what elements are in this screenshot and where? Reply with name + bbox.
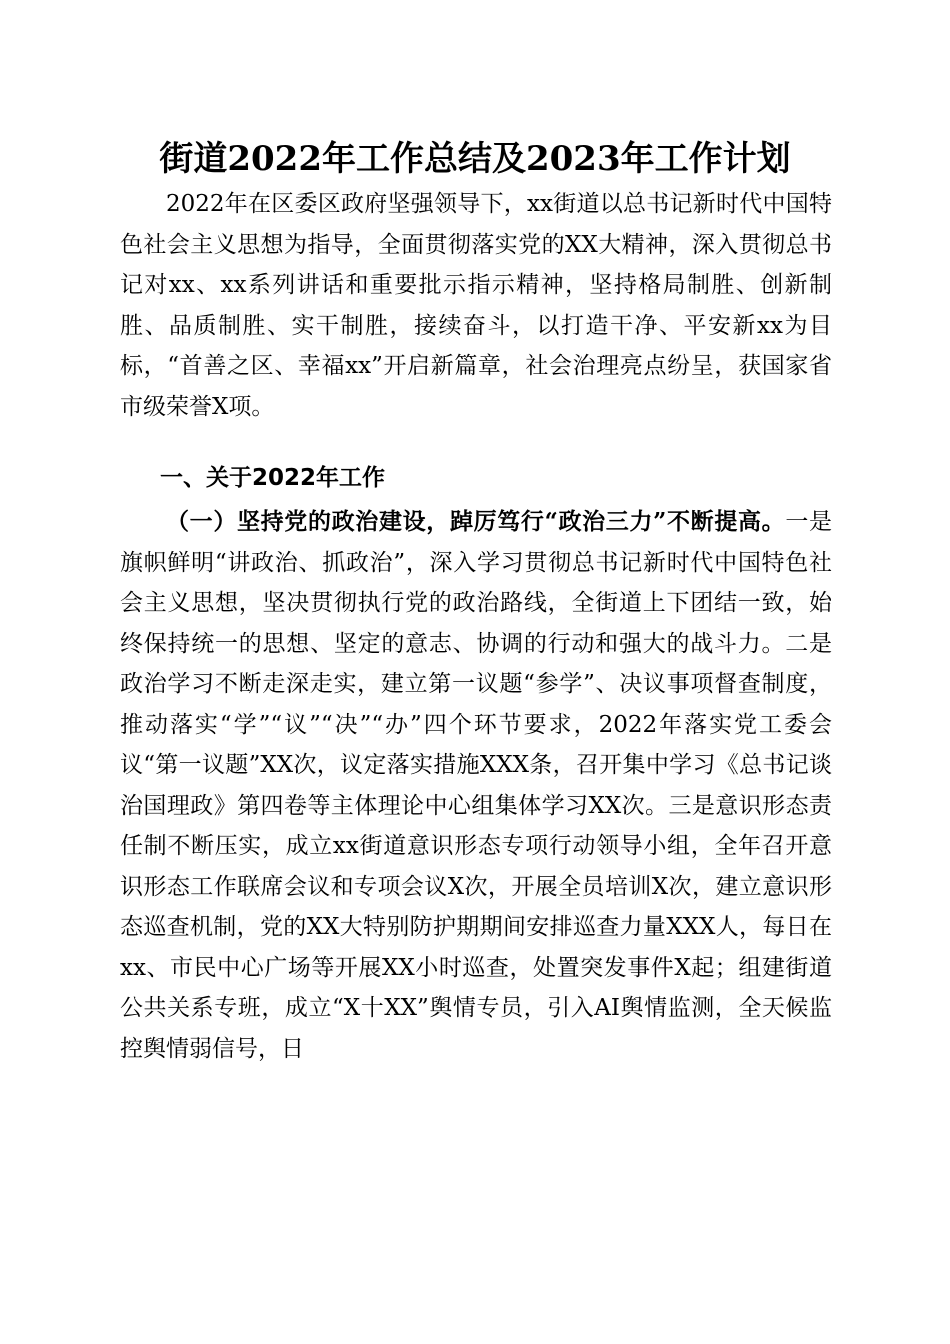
section-1-body: 一是旗帜鲜明“讲政治、抓政治”，深入学习贯彻总书记新时代中国特色社会主义思想，坚决贯彻执行党的政治路线，全街道上下团结一致，始终保持统一的思想、坚定的意志、协调的行动和强大的战斗力。二是政治学习不断走深走实，建立第一议题“参学”、决议事项督查制度，推动落实“学”“议”“决”“办”四个环节要求，2022年落实党工委会议“第一议题”XX次，议定落实措施XXX条，召开集中学习《总书记谈治国理政》第四卷等主体理论中心组集体学习XX次。三是意识形态责任制不断压实，成立xx街道意识形态专项行动领导小组，全年召开意识形态工作联席会议和专项会议X次，开展全员培训X次，建立意识形态巡查机制，党的XX大特别防护期期间安排巡查力量XXX人，每日在xx、市民中心广场等开展XX小时巡查，处置突发事件X起；组建街道公共关系专班，成立“X十XX”舆情专员，引入AI舆情监测，全天候监控舆情弱信号，日 <box>120 509 832 1062</box>
section-1-paragraph <box>120 502 832 1069</box>
document-title: 街道2022年工作总结及2023年工作计划 <box>159 139 791 179</box>
section-heading-1: 一、关于2022年工作 <box>160 465 386 491</box>
intro-paragraph: 2022年在区委区政府坚强领导下，xx街道以总书记新时代中国特色社会主义思想为指导，全面贯彻落实党的XX大精神，深入贯彻总书记对xx、xx系列讲话和重要批示指示精神，坚持格局制胜、创新制胜、品质制胜、实干制胜，接续奋斗，以打造干净、平安新xx为目标，“首善之区、幸福xx”开启新篇章，社会治理亮点纷呈，获国家省市级荣誉X项。 <box>120 191 832 420</box>
section-1-subheading: （一）坚持党的政治建设，踔厉笃行“政治三力”不断提高。 <box>166 508 786 535</box>
